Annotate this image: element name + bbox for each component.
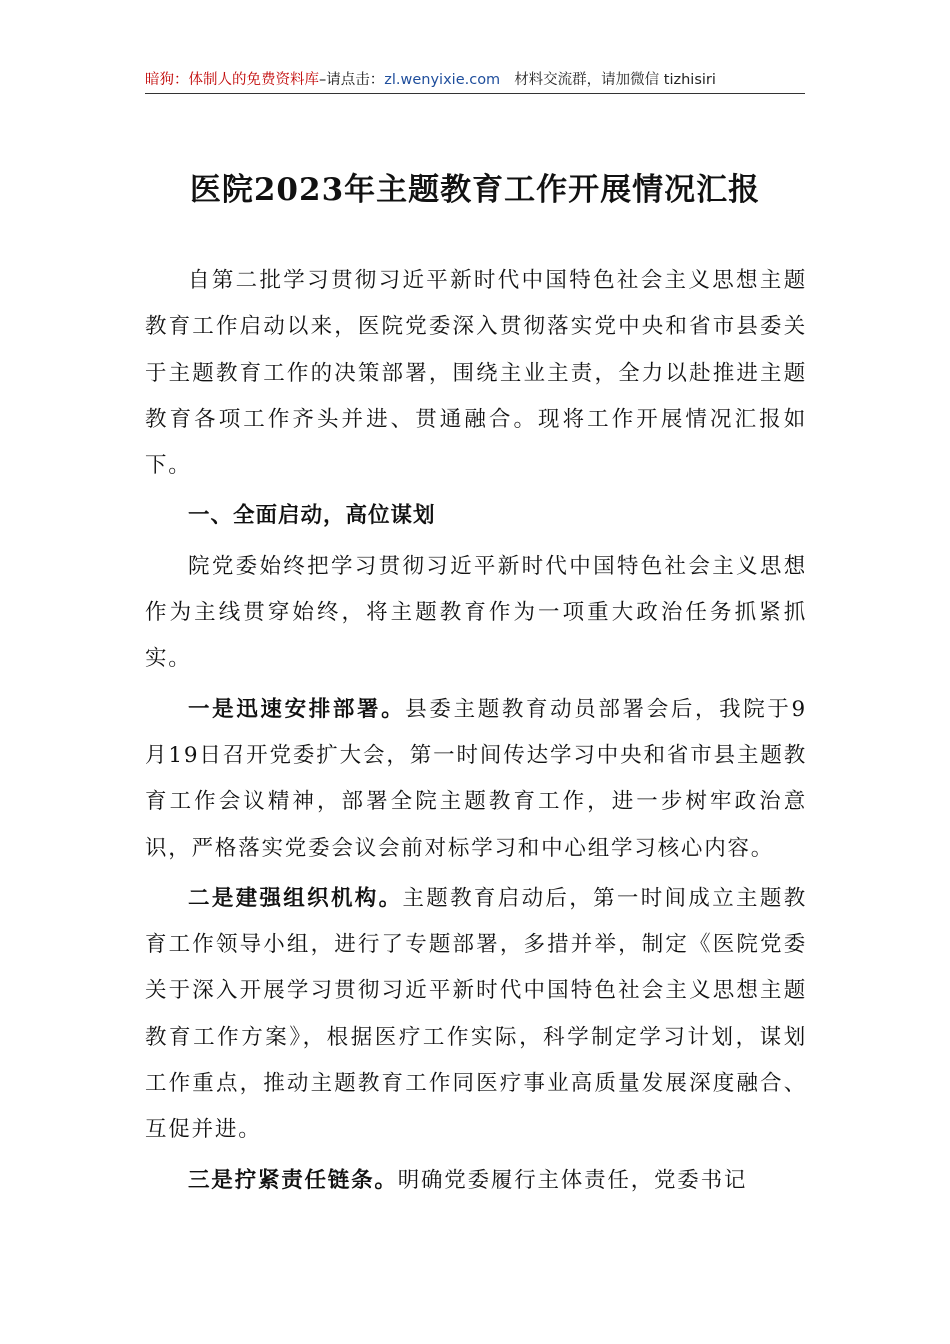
intro-paragraph: 自第二批学习贯彻习近平新时代中国特色社会主义思想主题教育工作启动以来，医院党委深入贯彻落实党中央和省市县委关于主题教育工作的决策部署，围绕主业主责，全力以赴推进主题教育各项工作齐头并进、贯通融合。现将工作开展情况汇报如下。 xyxy=(145,268,807,479)
page-header xyxy=(145,68,805,94)
item-lead-1: 一是迅速安排部署。 xyxy=(188,696,406,722)
header-prompt: –请点击： xyxy=(319,72,385,88)
item-paragraph-2 xyxy=(145,876,807,1154)
header-divider xyxy=(145,93,805,94)
item-text-2: 主题教育启动后，第一时间成立主题教育工作领导小组，进行了专题部署，多措并举，制定《医院党委关于深入开展学习贯彻习近平新时代中国特色社会主义思想主题教育工作方案》，根据医疗工作实际，科学制定学习计划，谋划工作重点，推动主题教育工作同医疗事业高质量发展深度融合、互促并进。 xyxy=(145,885,807,1143)
section-heading: 一、全面启动，高位谋划 xyxy=(188,503,436,529)
section-intro-paragraph: 院党委始终把学习贯彻习近平新时代中国特色社会主义思想作为主线贯穿始终，将主题教育作为一项重大政治任务抓紧抓实。 xyxy=(145,553,807,672)
document-body xyxy=(145,258,807,1204)
item-paragraph-3 xyxy=(145,1158,807,1204)
header-brand: 暗狗：体制人的免费资料库 xyxy=(145,72,319,88)
item-lead-3: 三是拧紧责任链条。 xyxy=(188,1167,398,1193)
item-text-1: 县委主题教育动员部署会后，我院于9月19日召开党委扩大会，第一时间传达学习中央和省市县主题教育工作会议精神，部署全院主题教育工作，进一步树牢政治意识，严格落实党委会议会前对标学习和中心组学习核心内容。 xyxy=(145,696,808,861)
header-contact: 材料交流群，请加微信 tizhisiri xyxy=(514,72,716,88)
header-url-link[interactable]: zl.wenyixie.com xyxy=(384,72,501,88)
item-lead-2: 二是建强组织机构。 xyxy=(188,885,403,911)
document-title: 医院2023年主题教育工作开展情况汇报 xyxy=(189,172,761,208)
item-paragraph-1 xyxy=(145,687,807,872)
item-text-3: 明确党委履行主体责任，党委书记 xyxy=(397,1167,748,1193)
